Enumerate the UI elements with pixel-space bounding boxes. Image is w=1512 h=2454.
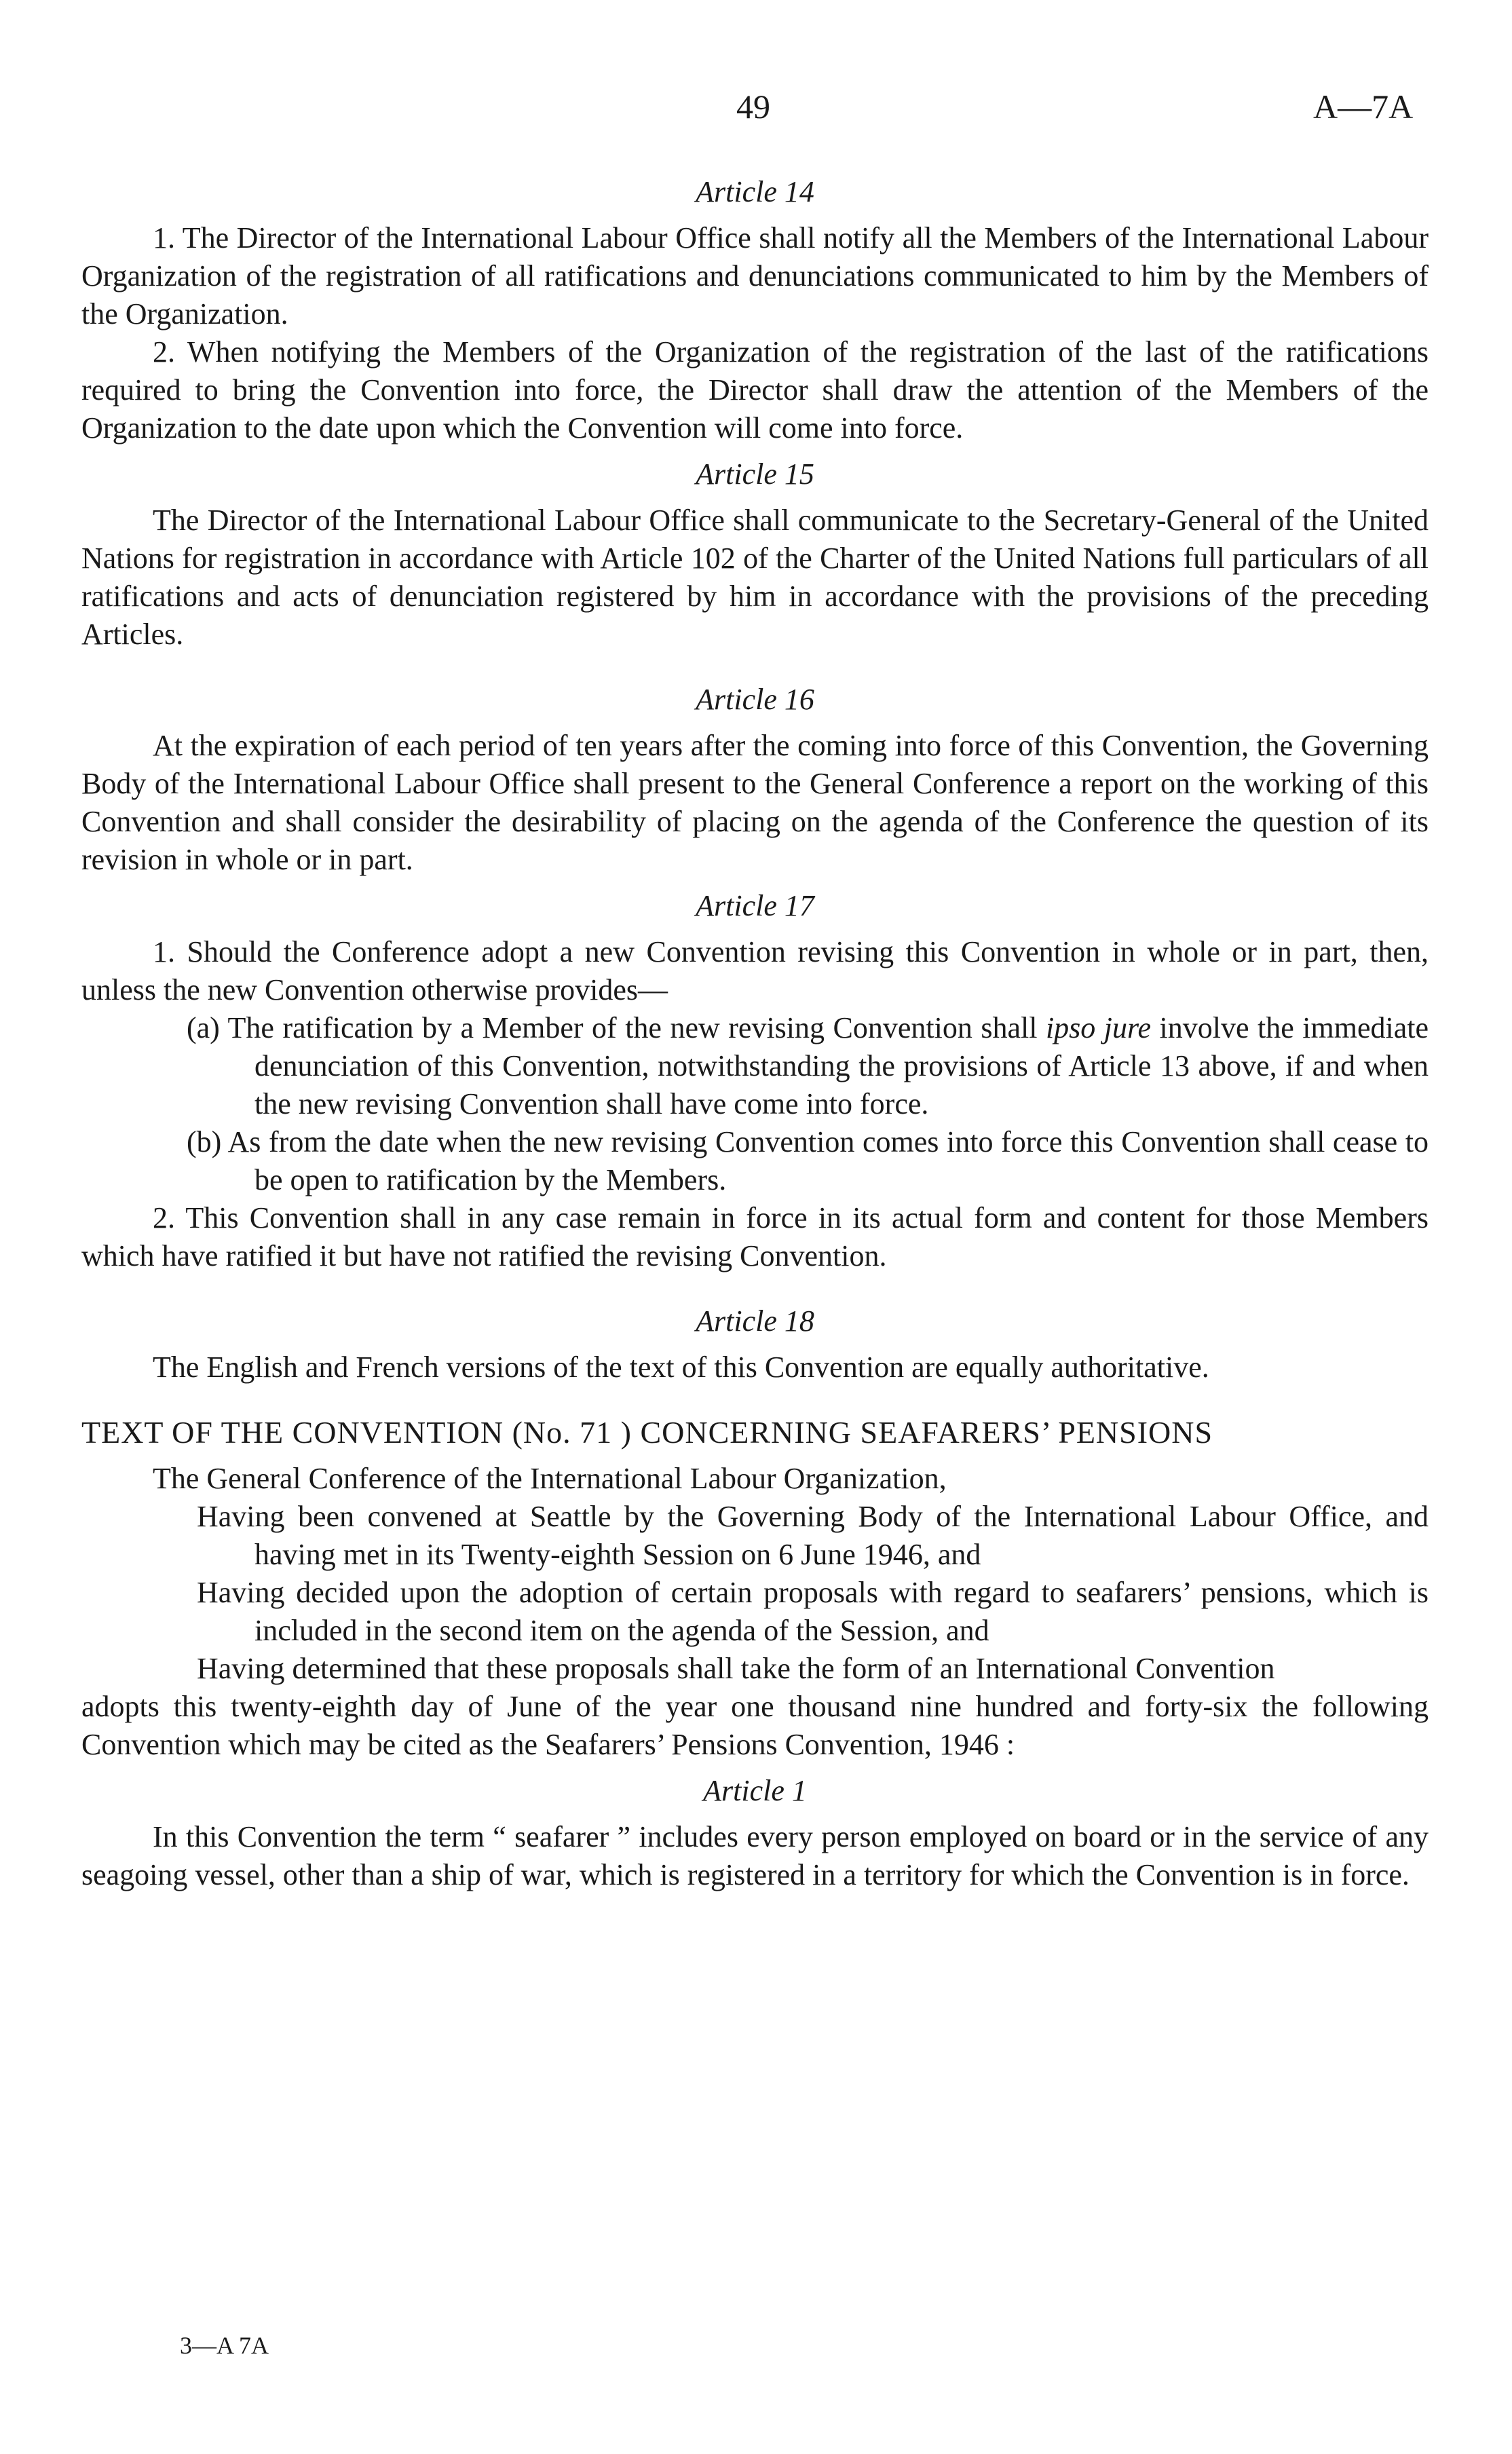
article-16-heading: Article 16 [696,683,814,716]
article-1-paragraph-1: In this Convention the term “ seafarer ” includes every person employed on board or in the service of any seagoing vessel, other than a ship of war, which is registered in a territory for which the Convention is in force. [81,1820,1429,1891]
article-16-paragraph-1: At the expiration of each period of ten years after the coming into force of this Convention, the Governing Body of the International Labour Office shall present to the General Conference a report on the working of this Convention and shall consider the desirability of placing on the agenda of the Conference the question of its revision in whole or in part. [81,729,1429,876]
article-17-paragraph-2: 2. This Convention shall in any case remain in force in its actual form and content for those Members which have ratified it but have not ratified the revising Convention. [81,1201,1429,1272]
article-14-paragraph-2: 2. When notifying the Members of the Organization of the registration of the last of the ratifications required to bring the Convention into force, the Director shall draw the attention of the Members of the Organization to the date upon which the Convention will come into force. [81,335,1429,445]
article-18-paragraph-1: The English and French versions of the text of this Convention are equally authoritative. [153,1351,1209,1384]
article-17-heading: Article 17 [696,889,814,922]
article-14-heading: Article 14 [696,175,814,208]
article-17-item-a [81,1009,1429,1123]
item-a-latin-term: ipso jure [1045,1011,1152,1044]
convention-recital-3: Having determined that these proposals shall take the form of an International Convention [197,1652,1275,1685]
article-15-paragraph-1: The Director of the International Labour Office shall communicate to the Secretary-General of the United Nations for registration in accordance with Article 102 of the Charter of the United Nations full particulars of all ratifications and acts of denunciation registered by him in accordance with the provisions of the preceding Articles. [81,504,1429,651]
article-1-heading: Article 1 [703,1774,807,1807]
item-a-text-end: involve the immediate denunciation of this Convention, notwithstanding the provisions of Article 13 above, if and when the new revising Convention shall have come into force. [254,1011,1429,1120]
article-15-heading: Article 15 [696,457,814,491]
convention-title: TEXT OF THE CONVENTION (No. 71 ) CONCERNING SEAFARERS’ PENSIONS [81,1415,1213,1450]
convention-recital-1: Having been convened at Seattle by the Governing Body of the International Labour Office, and having met in its Twenty-eighth Session on 6 June 1946, and [197,1500,1429,1571]
footer-reference: 3—A 7A [180,2332,269,2359]
convention-recital-2: Having decided upon the adoption of certain proposals with regard to seafarers’ pensions, which is included in the second item on the agenda of the Session, and [197,1576,1429,1647]
article-14-paragraph-1: 1. The Director of the International Labour Office shall notify all the Members of the International Labour Organization of the registration of all ratifications and denunciations communicated to him by the Members of the Organization. [81,221,1429,331]
convention-intro: The General Conference of the International Labour Organization, [153,1462,947,1495]
page-number: 49 [736,88,770,126]
document-reference: A—7A [1313,88,1414,126]
article-17-item-b: (b) As from the date when the new revising Convention comes into force this Convention shall cease to be open to ratification by the Members. [187,1125,1429,1196]
article-18-heading: Article 18 [696,1304,814,1338]
convention-adopts: adopts this twenty-eighth day of June of the year one thousand nine hundred and forty-six the following Convention which may be cited as the Seafarers’ Pensions Convention, 1946 : [81,1690,1429,1761]
article-17-paragraph-1: 1. Should the Conference adopt a new Convention revising this Convention in whole or in part, then, unless the new Convention otherwise provides— [81,935,1429,1006]
item-a-text-start: (a) The ratification by a Member of the new revising Convention shall [187,1011,1046,1044]
page-body [81,173,1429,1894]
